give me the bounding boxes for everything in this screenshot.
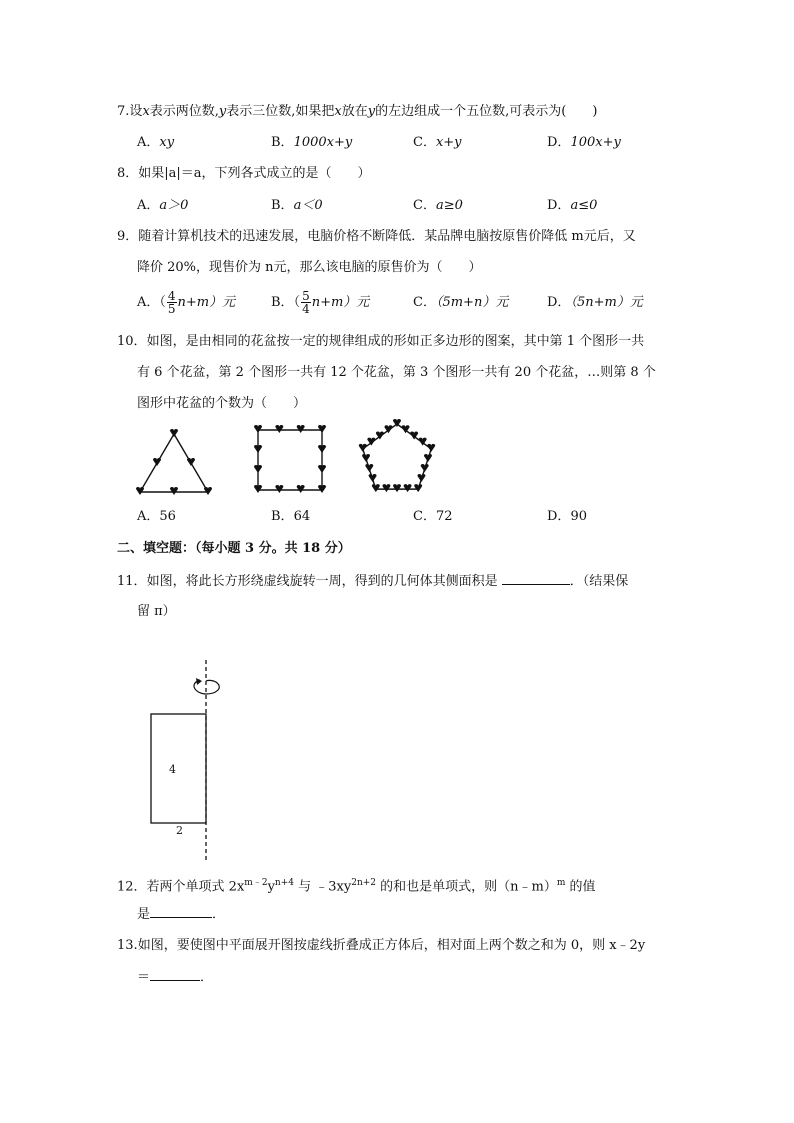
- flowerpot-icon: [427, 444, 435, 452]
- q10-stem-line3: 图形中花盆的个数为（ ）: [137, 396, 307, 411]
- q12-stem-line2: 是 ．: [137, 907, 226, 922]
- q7-stem: 7.设x表示两位数,y表示三位数,如果把x放在y的左边组成一个五位数,可表示为( ): [117, 104, 598, 119]
- q13-stem-line1: 13.如图，要使图中平面展开图按虚线折叠成正方体后，相对面上两个数之和为 0，则 x﹣2y: [117, 938, 646, 953]
- q11-number: 11: [117, 574, 134, 589]
- flowerpot-icon: [275, 425, 283, 433]
- flowerpot-icon: [414, 484, 422, 492]
- q9-number: 9: [117, 229, 126, 244]
- q7-option-a[interactable]: A．xy: [137, 135, 175, 150]
- q8-option-d[interactable]: D．a≤0: [547, 198, 598, 213]
- flowerpot-icon: [297, 425, 305, 433]
- q11-stem-line1: 11．如图，将此长方形绕虚线旋转一周，得到的几何体其侧面积是 ．（结果保: [117, 574, 629, 589]
- section-heading: 二、填空题：（每小题 3 分。共 18 分）: [117, 541, 351, 556]
- flowerpot-icon: [136, 487, 144, 495]
- flowerpot-icon: [365, 464, 373, 472]
- flowerpot-icon: [170, 429, 178, 437]
- rectangle-shape: [151, 714, 206, 823]
- q8-option-a[interactable]: A．a＞0: [137, 198, 189, 213]
- q9-option-a[interactable]: A．（ $\frac{4}{5}$ n+m）元: [137, 289, 236, 316]
- flowerpot-icon: [254, 425, 262, 433]
- q10-stem-line2: 有 6 个花盆，第 2 个图形一共有 12 个花盆，第 3 个图形一共有 20 个花盆，…则第 8 个: [137, 365, 656, 380]
- q7-number: 7: [117, 104, 126, 119]
- q10-stem-line1: 10．如图，是由相同的花盆按一定的规律组成的形如正多边形的图案，其中第 1 个图形一共: [117, 334, 645, 349]
- flowerpot-icon: [204, 487, 212, 495]
- flowerpot-icon: [153, 458, 161, 466]
- flowerpot-icon: [424, 454, 432, 462]
- q8-number: 8: [117, 166, 126, 181]
- q9-option-d[interactable]: D．（5n+m）元: [547, 295, 643, 310]
- flowerpot-icon: [372, 484, 380, 492]
- q10-option-a[interactable]: A．56: [137, 509, 176, 524]
- flowerpot-icon: [421, 464, 429, 472]
- q7-option-d[interactable]: D．100x+y: [547, 135, 621, 150]
- arrowhead-icon: [196, 678, 202, 685]
- flowerpot-icon: [275, 485, 283, 493]
- q10-option-d[interactable]: D．90: [547, 509, 587, 524]
- answer-blank[interactable]: [150, 905, 212, 918]
- q9-stem-line2: 降价 20%，现售价为 n元，那么该电脑的原售价为（ ）: [137, 260, 482, 275]
- q13-stem-line2: ＝ ．: [137, 970, 214, 985]
- q12-stem-line1: 12．若两个单项式 $2x^{m﹣2}y^{n+4}$ 与 $﹣3xy^{2n+2}$ 的和也是单项式，则（n﹣m）$^m$ 的值: [117, 878, 596, 895]
- flowerpot-icon: [404, 484, 412, 492]
- q7-option-c[interactable]: C．x+y: [413, 135, 462, 150]
- q8-stem: 8．如果|a|＝a，下列各式成立的是（ ）: [117, 166, 371, 181]
- fraction: $\frac{4}{5}$: [167, 289, 176, 316]
- q9-option-c[interactable]: C．（5m+n）元: [413, 295, 509, 310]
- flowerpot-icon: [359, 444, 367, 452]
- flowerpot-icon: [393, 484, 401, 492]
- flowerpot-icon: [170, 487, 178, 495]
- flowerpot-icon: [382, 484, 390, 492]
- rectangle-height-label: 4: [169, 763, 176, 776]
- q12-number: 12: [117, 879, 134, 895]
- flowerpot-icon: [297, 485, 305, 493]
- flowerpot-icon: [369, 474, 377, 482]
- polygon-outline: [140, 434, 208, 492]
- q10-number: 10: [117, 334, 134, 349]
- flowerpot-pentagon-figure: [352, 420, 442, 496]
- rotating-rectangle-figure: [160, 660, 240, 860]
- flowerpot-icon: [362, 454, 370, 462]
- q9-option-b[interactable]: B．（ $\frac{5}{4}$ n+m）元: [271, 289, 370, 316]
- q8-option-c[interactable]: C．a≥0: [413, 198, 463, 213]
- answer-blank[interactable]: [150, 968, 200, 981]
- answer-blank[interactable]: [502, 572, 570, 585]
- q9-stem-line1: 9．随着计算机技术的迅速发展，电脑价格不断降低．某品牌电脑按原售价降低 m元后，又: [117, 229, 636, 244]
- flowerpot-triangle-figure: [136, 430, 212, 496]
- q7-option-b[interactable]: B．1000x+y: [271, 135, 353, 150]
- polygon-outline: [258, 430, 322, 490]
- q8-option-b[interactable]: B．a＜0: [271, 198, 323, 213]
- flowerpot-icon: [187, 458, 195, 466]
- fraction: $\frac{5}{4}$: [302, 289, 310, 316]
- flowerpot-icon: [417, 474, 425, 482]
- q10-option-c[interactable]: C．72: [413, 509, 453, 524]
- flowerpot-square-figure: [252, 424, 328, 496]
- rectangle-width-label: 2: [176, 824, 183, 837]
- q10-option-b[interactable]: B．64: [271, 509, 311, 524]
- q11-stem-line2: 留 π）: [137, 604, 176, 619]
- q13-number: 13: [117, 938, 134, 953]
- flowerpot-icon: [318, 425, 326, 433]
